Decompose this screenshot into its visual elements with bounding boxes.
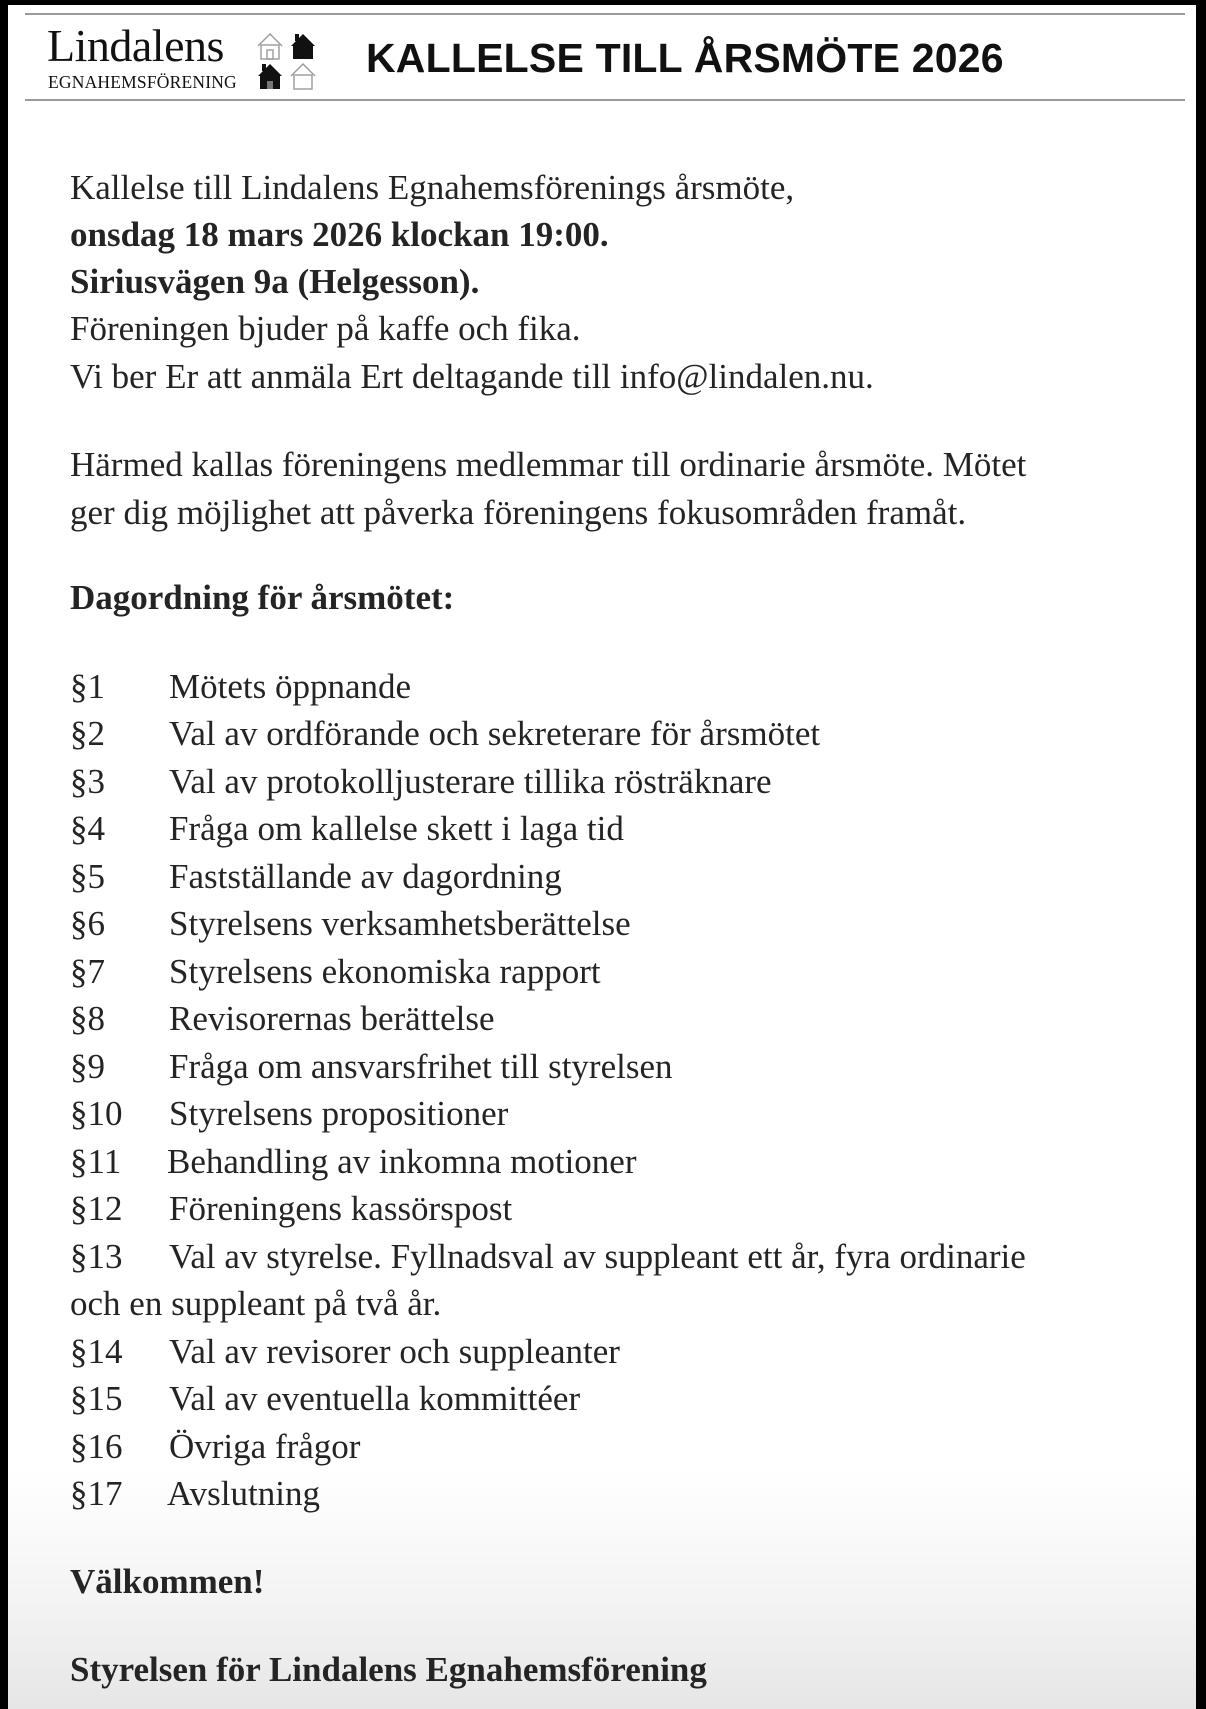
agenda-item-number: §6	[70, 904, 105, 943]
agenda-item-text: Behandling av inkomna motioner	[167, 1142, 637, 1181]
page-title: KALLELSE TILL ÅRSMÖTE 2026	[366, 35, 1004, 81]
agenda-heading: Dagordning för årsmötet:	[70, 578, 455, 617]
agenda-item-number: §7	[70, 952, 105, 991]
agenda-item-number: §4	[70, 809, 105, 848]
agenda-item-number: §10	[70, 1094, 123, 1133]
agenda-item-text: Övriga frågor	[169, 1427, 361, 1466]
agenda-item-number: §8	[70, 999, 105, 1038]
agenda-item-text: Val av ordförande och sekreterare för årsmötet	[169, 714, 821, 753]
agenda-item-number: §3	[70, 762, 105, 801]
meeting-date-time: onsdag 18 mars 2026 klockan 19:00.	[70, 215, 609, 254]
agenda-item-text: Avslutning	[167, 1474, 320, 1513]
agenda-item-text: Styrelsens propositioner	[169, 1094, 509, 1133]
agenda-item-text: Val av styrelse. Fyllnadsval av suppleant ett år, fyra ordinarie	[169, 1237, 1026, 1276]
agenda-item-text: Fråga om kallelse skett i laga tid	[169, 809, 624, 848]
agenda-item-number: §13	[70, 1237, 123, 1276]
agenda-item-text: Föreningens kassörspost	[169, 1189, 513, 1228]
rsvp-text: Vi ber Er att anmäla Ert deltagande till info@lindalen.nu.	[70, 357, 874, 396]
document-page	[8, 5, 1196, 1709]
refreshments-text: Föreningen bjuder på kaffe och fika.	[70, 309, 581, 348]
agenda-item-number: §2	[70, 714, 105, 753]
agenda-item-number: §9	[70, 1047, 105, 1086]
agenda-item-number: §1	[70, 667, 105, 706]
welcome-text: Välkommen!	[70, 1562, 265, 1601]
agenda-item-number: §17	[70, 1474, 123, 1513]
agenda-item-number: §12	[70, 1189, 123, 1228]
agenda-item-number: §5	[70, 857, 105, 896]
agenda-item-text: Val av eventuella kommittéer	[169, 1379, 581, 1418]
agenda-item-text: Val av protokolljusterare tillika rösträknare	[169, 762, 772, 801]
intro-line: Kallelse till Lindalens Egnahemsförenings årsmöte,	[70, 168, 795, 207]
agenda-item-number: §14	[70, 1332, 123, 1371]
agenda-item-continuation: och en suppleant på två år.	[70, 1284, 442, 1323]
agenda-item-number: §16	[70, 1427, 123, 1466]
agenda-item-text: Val av revisorer och suppleanter	[169, 1332, 620, 1371]
agenda-item-text: Styrelsens ekonomiska rapport	[169, 952, 601, 991]
logo-name: Lindalens	[47, 20, 224, 71]
agenda-item-text: Fråga om ansvarsfrihet till styrelsen	[169, 1047, 673, 1086]
agenda-item-number: §11	[70, 1142, 122, 1181]
top-rule	[25, 13, 1185, 15]
paragraph-line: ger dig möjlighet att påverka föreningens fokusområden framåt.	[70, 493, 967, 532]
logo-subtitle: EGNAHEMSFÖRENING	[48, 72, 237, 92]
signature: Styrelsen för Lindalens Egnahemsförening	[70, 1650, 707, 1689]
agenda-item-number: §15	[70, 1379, 123, 1418]
paragraph-line: Härmed kallas föreningens medlemmar till ordinarie årsmöte. Mötet	[70, 445, 1027, 484]
agenda-item-text: Revisorernas berättelse	[169, 999, 495, 1038]
agenda-item-text: Mötets öppnande	[169, 667, 412, 706]
houses-icon	[257, 31, 321, 95]
agenda-item-text: Styrelsens verksamhetsberättelse	[169, 904, 631, 943]
meeting-location: Siriusvägen 9a (Helgesson).	[70, 262, 480, 301]
header-bottom-rule	[25, 99, 1185, 101]
agenda-item-text: Fastställande av dagordning	[169, 857, 562, 896]
